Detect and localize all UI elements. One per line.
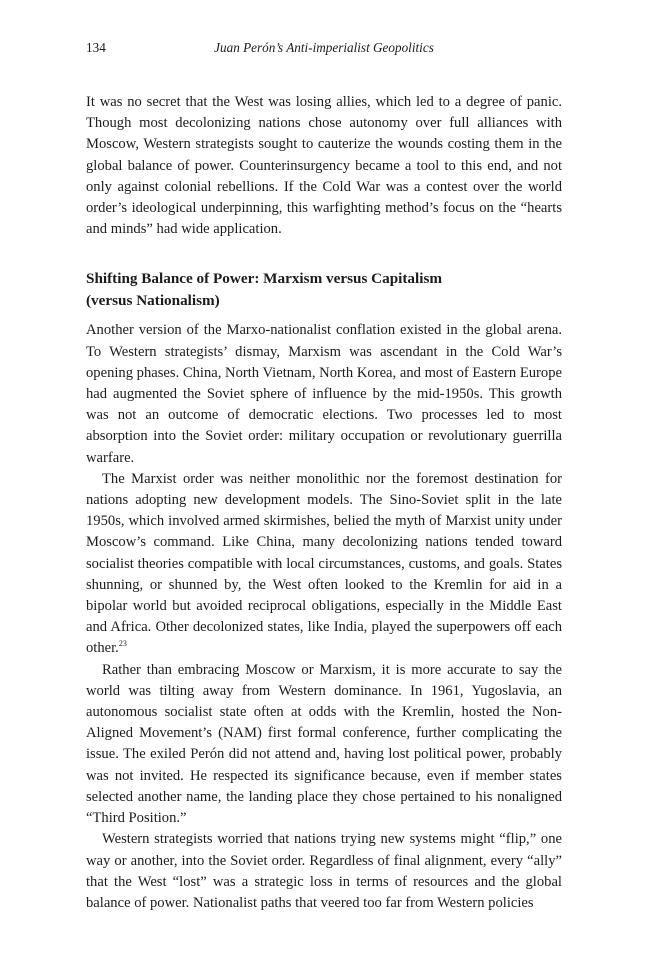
paragraph-3 xyxy=(86,469,562,660)
running-head xyxy=(86,40,562,64)
section-heading-line-2: (versus Nationalism) xyxy=(86,291,220,309)
section-heading xyxy=(86,268,562,311)
paragraph-1: It was no secret that the West was losing allies, which led to a degree of panic. Though most decolonizing nations chose autonomy over full alliances with Moscow, Western strategists sought to cauterize the wounds costing them in the global balance of power. Counterinsurgency became a tool to this end, and not only against colonial rebellions. If the Cold War was a contest over the world order’s ideological underpinning, this warfighting method’s focus on the “hearts and minds” had wide application. xyxy=(86,94,562,238)
paragraph-3-text: The Marxist order was neither monolithic nor the foremost destination for nations adopting new development models. The Sino-Soviet split in the late 1950s, which involved armed skirmishes, belied the myth of Marxist unity under Moscow’s command. Like China, many decolonizing nations tended toward socialist theories compatible with local circumstances, customs, and goals. States shunning, or shunned by, the West often looked to the Kremlin for aid in a bipolar world but avoided reciprocal obligations, especially in the Middle East and Africa. Other decolonized states, like India, played the superpowers off each other. xyxy=(86,470,562,657)
section-heading-line-1: Shifting Balance of Power: Marxism versus Capitalism xyxy=(86,270,443,288)
paragraph-4: Rather than embracing Moscow or Marxism, it is more accurate to say the world was tilting away from Western dominance. In 1961, Yugoslavia, an autonomous socialist state often at odds with the Kremlin, hosted the Non-Aligned Movement’s (NAM) first formal conference, further complicating the issue. The exiled Perón did not attend and, having lost political power, probably was not invited. He respected its significance because, even if member states selected another name, the landing place they chose pertained to his nonaligned “Third Position.” xyxy=(86,661,562,827)
paragraph-2: Another version of the Marxo-nationalist conflation existed in the global arena. To Western strategists’ dismay, Marxism was ascendant in the Cold War’s opening phases. China, North Vietnam, North Korea, and most of Eastern Europe had augmented the Soviet sphere of influence by the mid-1950s. This growth was not an outcome of democratic elections. Two processes led to most absorption into the Soviet order: military occupation or revolutionary guerrilla warfare. xyxy=(86,322,562,466)
footnote-ref: 23 xyxy=(118,639,127,649)
running-title: Juan Perón’s Anti-imperialist Geopolitics xyxy=(214,40,434,55)
body-text xyxy=(86,92,562,914)
page-number: 134 xyxy=(86,40,106,55)
paragraph-5: Western strategists worried that nations trying new systems might “flip,” one way or another, into the Soviet order. Regardless of final alignment, every “ally” that the West “lost” was a strategic loss in terms of resources and the global balance of power. Nationalist paths that veered too far from Western policies xyxy=(86,831,562,911)
book-page xyxy=(86,40,562,914)
